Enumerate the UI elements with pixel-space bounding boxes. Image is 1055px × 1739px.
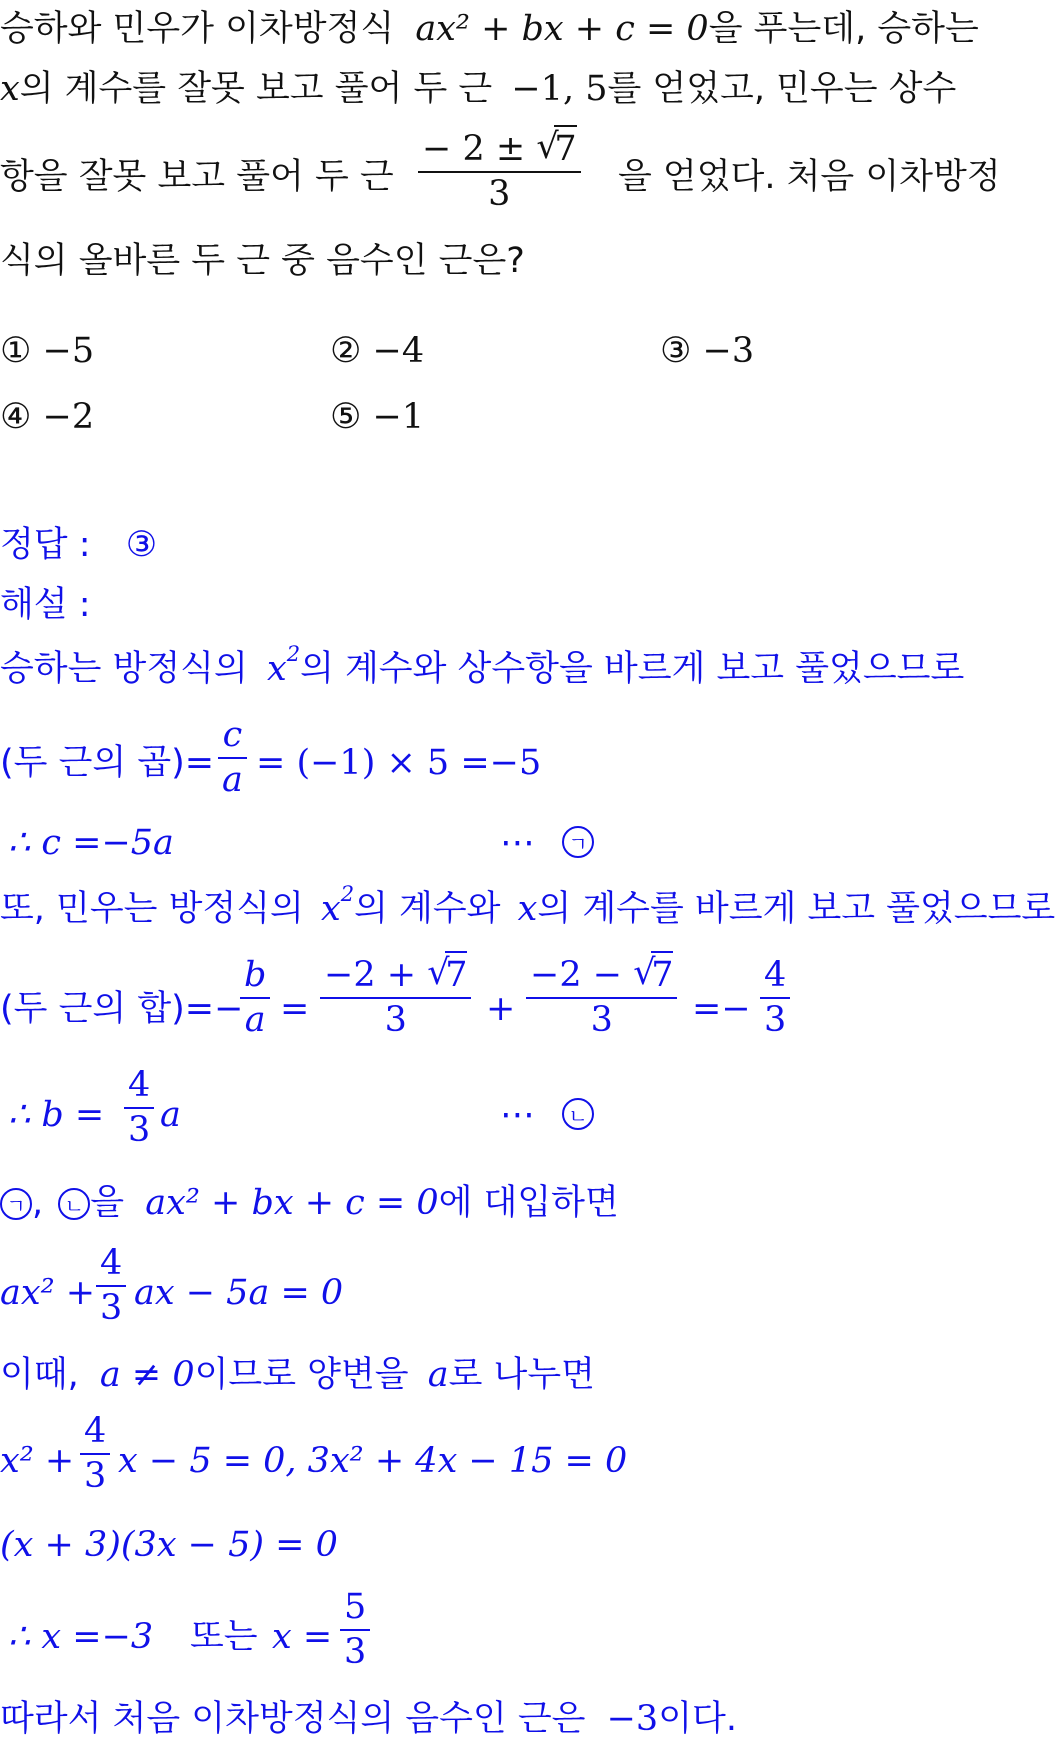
solution-math: (x + 3)(3x − 5) = 0 [0, 1525, 338, 1565]
option-mark: ③ [660, 331, 692, 371]
numerator: 4 [760, 958, 790, 999]
numerator: 4 [80, 1414, 110, 1455]
label-circle-giyeok: ㄱ [0, 1188, 32, 1220]
fraction-c-over-a [218, 715, 247, 800]
solution-text: 이다. [658, 1699, 737, 1739]
solution-text: 에 대입하면 [438, 1183, 619, 1223]
question-line-2 [0, 69, 993, 109]
solution-math: a [160, 1095, 181, 1135]
denominator: 3 [764, 1000, 787, 1040]
question-text: 를 얻었고, 민우는 상수 [607, 69, 957, 109]
solution-label-text: 해설 : [0, 585, 91, 625]
numerator: −2 − [530, 955, 623, 995]
option-mark: ① [0, 331, 32, 371]
numerator: − 2 ± [422, 129, 526, 169]
denominator: a [222, 760, 243, 800]
label-circle-nieun: ㄴ [562, 1098, 594, 1130]
fraction-root-1: −2 + √ 7 3 [320, 958, 471, 1038]
question-line-3 [0, 127, 1001, 214]
solution-text: 따라서 처음 이차방정식의 음수인 근은 [0, 1699, 586, 1739]
solution-line-1: 승하는 방정식의 $x^2$의 계수와 상수항을 바르게 보고 풀었으므로 [0, 642, 965, 689]
ellipsis: ⋯ [500, 823, 535, 863]
question-text: 식의 올바른 두 근 중 음수인 근은? [0, 241, 525, 281]
fraction-b-over-a [240, 955, 270, 1040]
radicand: 7 [445, 951, 467, 995]
equation: ax² + bx + c = 0 [415, 9, 709, 49]
question-text: 의 계수를 잘못 보고 풀어 두 근 [19, 69, 493, 109]
comma: , [32, 1183, 44, 1223]
solution-text: (두 근의 곱)= [0, 743, 215, 783]
radicand: 7 [651, 951, 673, 995]
option-3[interactable] [660, 331, 755, 371]
fraction-4-3 [124, 1065, 154, 1150]
option-value: −5 [42, 331, 95, 371]
option-value: −1 [372, 397, 425, 437]
question-text: 항을 잘못 보고 풀어 두 근 [0, 157, 394, 197]
solution-line-7 [0, 1183, 993, 1223]
question-text: 을 얻었다. 처음 이차방정 [618, 157, 1001, 197]
fraction-4-3 [80, 1411, 110, 1496]
solution-text: 을 [90, 1183, 125, 1223]
label-circle-giyeok: ㄱ [562, 826, 594, 858]
denominator: 3 [100, 1288, 123, 1328]
solution-math: ∴ c =−5a [8, 823, 174, 863]
numerator: 4 [96, 1246, 126, 1287]
solution-math: x − 5 = 0, 3x² + 4x − 15 = 0 [118, 1441, 628, 1481]
option-value: −2 [42, 397, 95, 437]
option-value: −4 [372, 331, 425, 371]
solution-label [0, 585, 993, 625]
numerator: 4 [124, 1068, 154, 1109]
denominator: 3 [84, 1456, 107, 1496]
solution-text: 또는 [190, 1617, 258, 1657]
denominator: 3 [344, 1632, 367, 1672]
solution-line-5 [0, 953, 993, 1054]
fraction-root-2: −2 − √ 7 3 [526, 958, 677, 1038]
fraction-5-3 [340, 1587, 370, 1672]
question-line-1 [0, 9, 993, 49]
numerator: b [240, 958, 270, 999]
fraction-4-3 [96, 1243, 126, 1328]
numerator: c [218, 718, 247, 759]
label-circle-nieun: ㄴ [58, 1188, 90, 1220]
solution-line-8 [0, 1243, 993, 1330]
solution-text: 의 계수와 상수항을 바르게 보고 풀었으므로 [300, 649, 965, 689]
denominator: a [244, 1000, 266, 1040]
solution-text: 또, 민우는 방정식의 [0, 889, 304, 929]
denominator: 3 [488, 174, 511, 214]
solution-text: (두 근의 합)=− [0, 989, 244, 1029]
solution-text: 이때, [0, 1355, 79, 1395]
radicand: 7 [554, 125, 576, 169]
solution-math: x = [272, 1617, 333, 1657]
denominator: 3 [590, 1000, 613, 1040]
solution-text: 로 나누면 [448, 1355, 595, 1395]
solution-text: 의 계수를 바르게 보고 풀었으므로 [537, 889, 1055, 929]
solution-text: 승하는 방정식의 [0, 649, 248, 689]
option-value: −3 [702, 331, 755, 371]
variable-x: x [0, 69, 20, 109]
solution-line-4: 또, 민우는 방정식의 $x^2$의 계수와 x의 계수를 바르게 보고 풀었으므로 [0, 882, 1055, 929]
solution-line-11 [0, 1525, 993, 1565]
question-line-4 [0, 241, 993, 281]
equation: ax² + bx + c = 0 [145, 1183, 439, 1223]
option-2[interactable] [330, 331, 425, 371]
denominator: 3 [128, 1110, 151, 1150]
fraction-roots: − 2 ± √ 7 3 [418, 132, 581, 212]
question-text: 승하와 민우가 이차방정식 [0, 9, 395, 49]
solution-math: a ≠ 0 [99, 1355, 195, 1395]
option-mark: ④ [0, 397, 32, 437]
roots: −1, 5 [511, 69, 608, 109]
equals: = [280, 989, 310, 1029]
solution-math: ∴ b = [8, 1095, 105, 1135]
solution-line-2 [0, 715, 993, 802]
option-mark: ⑤ [330, 397, 362, 437]
numerator: 5 [340, 1590, 370, 1631]
solution-math: ax² + [0, 1273, 96, 1313]
solution-math: ∴ x =−3 [8, 1617, 154, 1657]
solution-line-10 [0, 1411, 993, 1498]
option-4[interactable] [0, 397, 95, 437]
answer-label: 정답 : [0, 525, 91, 565]
solution-line-13 [0, 1699, 993, 1739]
option-mark: ② [330, 331, 362, 371]
solution-line-12 [0, 1587, 993, 1674]
option-5[interactable] [330, 397, 425, 437]
solution-math: ax − 5a = 0 [134, 1273, 344, 1313]
ellipsis: ⋯ [500, 1095, 535, 1135]
solution-text: 이므로 양변을 [194, 1355, 409, 1395]
answer-line [0, 525, 993, 565]
plus: + [486, 989, 516, 1029]
numerator: −2 + [324, 955, 417, 995]
solution-line-9 [0, 1355, 993, 1395]
solution-math: = (−1) × 5 =−5 [256, 743, 542, 783]
solution-math: a [427, 1355, 449, 1395]
answer-value: ③ [125, 525, 158, 565]
fraction-4-3 [760, 955, 790, 1040]
equals-minus: =− [692, 989, 751, 1029]
question-text: 을 푸는데, 승하는 [708, 9, 979, 49]
option-1[interactable] [0, 331, 95, 371]
solution-math: −3 [606, 1699, 659, 1739]
denominator: 3 [384, 1000, 407, 1040]
solution-text: 의 계수와 [354, 889, 501, 929]
solution-math: x² + [0, 1441, 75, 1481]
solution-line-6 [0, 1065, 993, 1152]
